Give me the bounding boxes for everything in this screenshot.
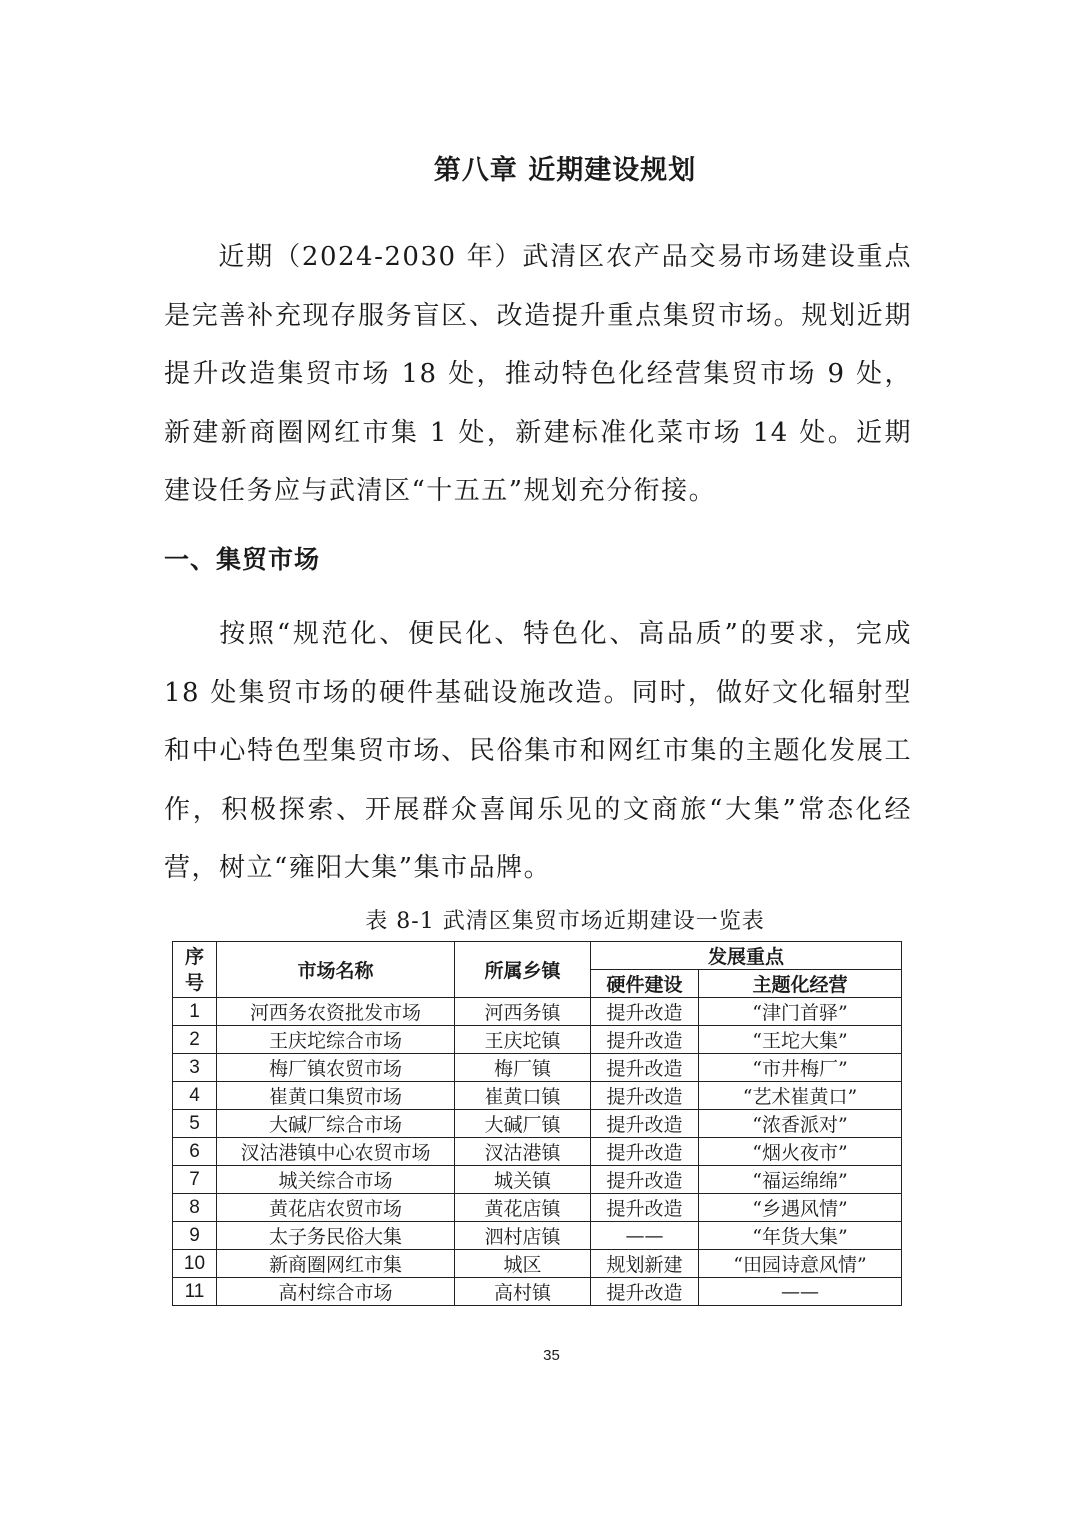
section-heading-markets: 一、集贸市场 (164, 545, 321, 574)
table-row: 4 崔黄口集贸市场 崔黄口镇 提升改造 “艺术崔黄口” (173, 1082, 902, 1110)
paragraph-intro-text: 近期（2024-2030 年）武清区农产品交易市场建设重点是完善补充现存服务盲区、改造提升重点集贸市场。规划近期提升改造集贸市场 18 处，推动特色化经营集贸市场 9 处，新建新商圈网红市集 1 处，新建标准化菜市场 14 处。近期建设任务应与武清区“十五五”规划充分衔接。 (164, 242, 912, 506)
paragraph-intro (164, 228, 912, 521)
table-header-row (173, 942, 902, 970)
chapter-title: 第八章 近期建设规划 (433, 155, 697, 186)
table-body (173, 998, 902, 1306)
table-row: 7 城关综合市场 城关镇 提升改造 “福运绵绵” (173, 1166, 902, 1194)
header-town: 所属乡镇 (455, 942, 591, 998)
table-row: 1 河西务农资批发市场 河西务镇 提升改造 “津门首驿” (173, 998, 902, 1026)
table-caption: 表 8-1 武清区集贸市场近期建设一览表 (365, 909, 765, 934)
table-row: 9 太子务民俗大集 泗村店镇 —— “年货大集” (173, 1222, 902, 1250)
paragraph-markets (164, 605, 912, 898)
header-seq: 序 号 (173, 942, 217, 998)
table-row: 5 大碱厂综合市场 大碱厂镇 提升改造 “浓香派对” (173, 1110, 902, 1138)
page-number: 35 (543, 1347, 560, 1364)
header-focus: 发展重点 (591, 942, 902, 970)
table-row: 8 黄花店农贸市场 黄花店镇 提升改造 “乡遇风情” (173, 1194, 902, 1222)
table-row: 10 新商圈网红市集 城区 规划新建 “田园诗意风情” (173, 1250, 902, 1278)
paragraph-markets-text: 按照“规范化、便民化、特色化、高品质”的要求，完成 18 处集贸市场的硬件基础设施改造。同时，做好文化辐射型和中心特色型集贸市场、民俗集市和网红市集的主题化发展工作，积极探索、开展群众喜闻乐见的文商旅“大集”常态化经营，树立“雍阳大集”集市品牌。 (164, 619, 912, 883)
table-row: 3 梅厂镇农贸市场 梅厂镇 提升改造 “市井梅厂” (173, 1054, 902, 1082)
header-theme: 主题化经营 (699, 970, 902, 998)
header-hardware: 硬件建设 (591, 970, 699, 998)
table-row: 6 汊沽港镇中心农贸市场 汊沽港镇 提升改造 “烟火夜市” (173, 1138, 902, 1166)
table-row: 11 高村综合市场 高村镇 提升改造 —— (173, 1278, 902, 1306)
table-row: 2 王庆坨综合市场 王庆坨镇 提升改造 “王坨大集” (173, 1026, 902, 1054)
header-name: 市场名称 (217, 942, 455, 998)
market-table (172, 941, 902, 1306)
